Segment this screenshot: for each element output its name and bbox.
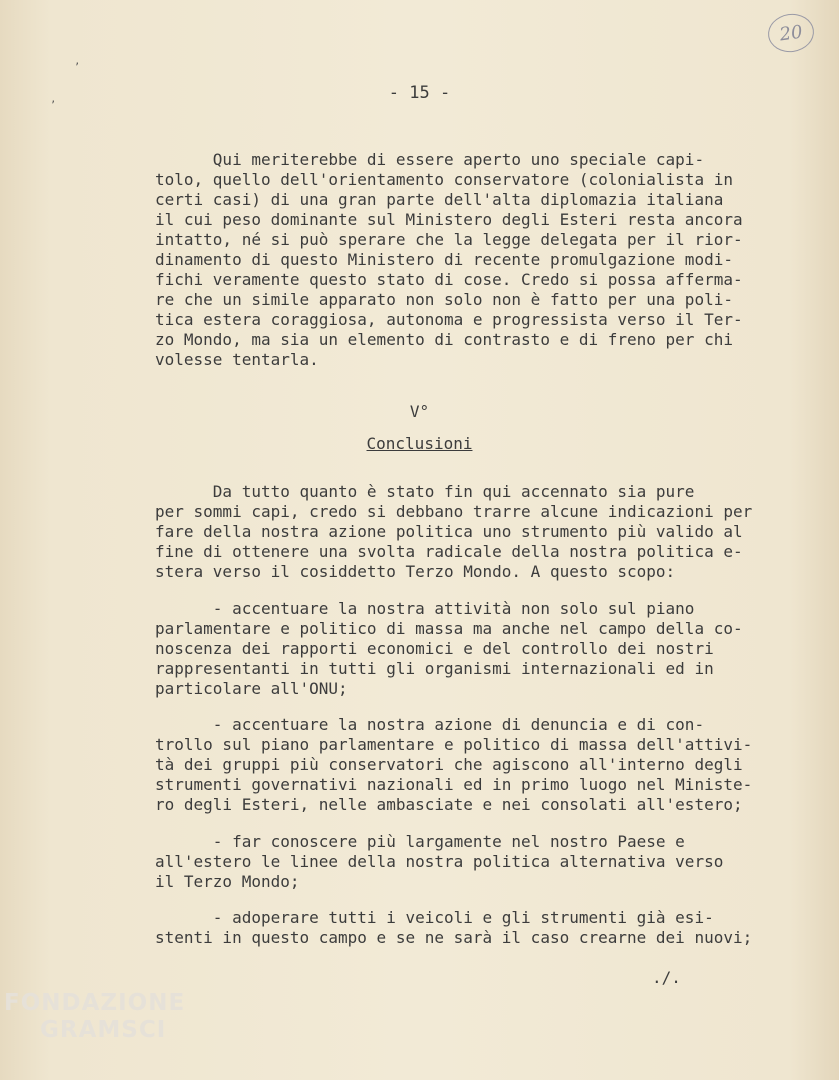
stray-mark: ’	[50, 100, 57, 111]
text-line: Da tutto quanto è stato fin qui accennato sia pure	[155, 482, 695, 501]
watermark-line: GRAMSCI	[40, 1017, 167, 1043]
archive-page-number: 20	[766, 11, 817, 55]
text-line: - adoperare tutti i veicoli e gli strumenti già esi-	[155, 908, 714, 927]
text-line: stera verso il cosiddetto Terzo Mondo. A questo scopo:	[155, 562, 676, 581]
text-line: tolo, quello dell'orientamento conservatore (colonialista in	[155, 170, 733, 189]
text-line: ro degli Esteri, nelle ambasciate e nei consolati all'estero;	[155, 795, 743, 814]
list-item	[155, 599, 765, 699]
text-line: tica estera coraggiosa, autonoma e progressista verso il Ter-	[155, 310, 743, 329]
text-line: stenti in questo campo e se ne sarà il caso crearne dei nuovi;	[155, 928, 753, 947]
text-line: Qui meriterebbe di essere aperto uno speciale capi-	[155, 150, 705, 169]
stray-mark: ’	[74, 62, 81, 73]
text-line: rappresentanti in tutti gli organismi internazionali ed in	[155, 659, 714, 678]
list-item	[155, 832, 765, 892]
text-line: tà dei gruppi più conservatori che agiscono all'interno degli	[155, 755, 743, 774]
paragraph-conclusions	[155, 482, 765, 582]
watermark-line: FONDAZIONE	[4, 990, 186, 1016]
text-line: per sommi capi, credo si debbano trarre alcune indicazioni per	[155, 502, 753, 521]
list-item	[155, 715, 765, 815]
paragraph-diplomacy	[155, 150, 765, 370]
page-number: - 15 -	[388, 83, 451, 103]
text-line: il Terzo Mondo;	[155, 872, 300, 891]
list-item	[155, 908, 765, 948]
watermark-logo	[4, 990, 185, 1044]
text-line: intatto, né si può sperare che la legge delegata per il rior-	[155, 230, 743, 249]
text-line: trollo sul piano parlamentare e politico di massa dell'attivi-	[155, 735, 753, 754]
text-line: re che un simile apparato non solo non è fatto per una poli-	[155, 290, 733, 309]
text-line: il cui peso dominante sul Ministero degli Esteri resta ancora	[155, 210, 743, 229]
text-line: dinamento di questo Ministero di recente promulgazione modi-	[155, 250, 733, 269]
text-line: all'estero le linee della nostra politica alternativa verso	[155, 852, 724, 871]
text-line: strumenti governativi nazionali ed in primo luogo nel Ministe-	[155, 775, 753, 794]
section-number: V°	[409, 402, 430, 421]
text-line: volesse tentarla.	[155, 350, 319, 369]
text-line: parlamentare e politico di massa ma anche nel campo della co-	[155, 619, 743, 638]
text-line: - accentuare la nostra attività non solo sul piano	[155, 599, 695, 618]
text-line: particolare all'ONU;	[155, 679, 348, 698]
text-line: - far conoscere più largamente nel nostro Paese e	[155, 832, 685, 851]
text-line: - accentuare la nostra azione di denuncia e di con-	[155, 715, 705, 734]
section-title: Conclusioni	[366, 434, 473, 453]
text-line: certi casi) di una gran parte dell'alta diplomazia italiana	[155, 190, 724, 209]
continuation-mark: ./.	[652, 968, 681, 987]
text-line: zo Mondo, ma sia un elemento di contrasto e di freno per chi	[155, 330, 733, 349]
text-line: fine di ottenere una svolta radicale della nostra politica e-	[155, 542, 743, 561]
text-line: fichi veramente questo stato di cose. Credo si possa afferma-	[155, 270, 743, 289]
text-line: noscenza dei rapporti economici e del controllo dei nostri	[155, 639, 714, 658]
text-line: fare della nostra azione politica uno strumento più valido al	[155, 522, 743, 541]
